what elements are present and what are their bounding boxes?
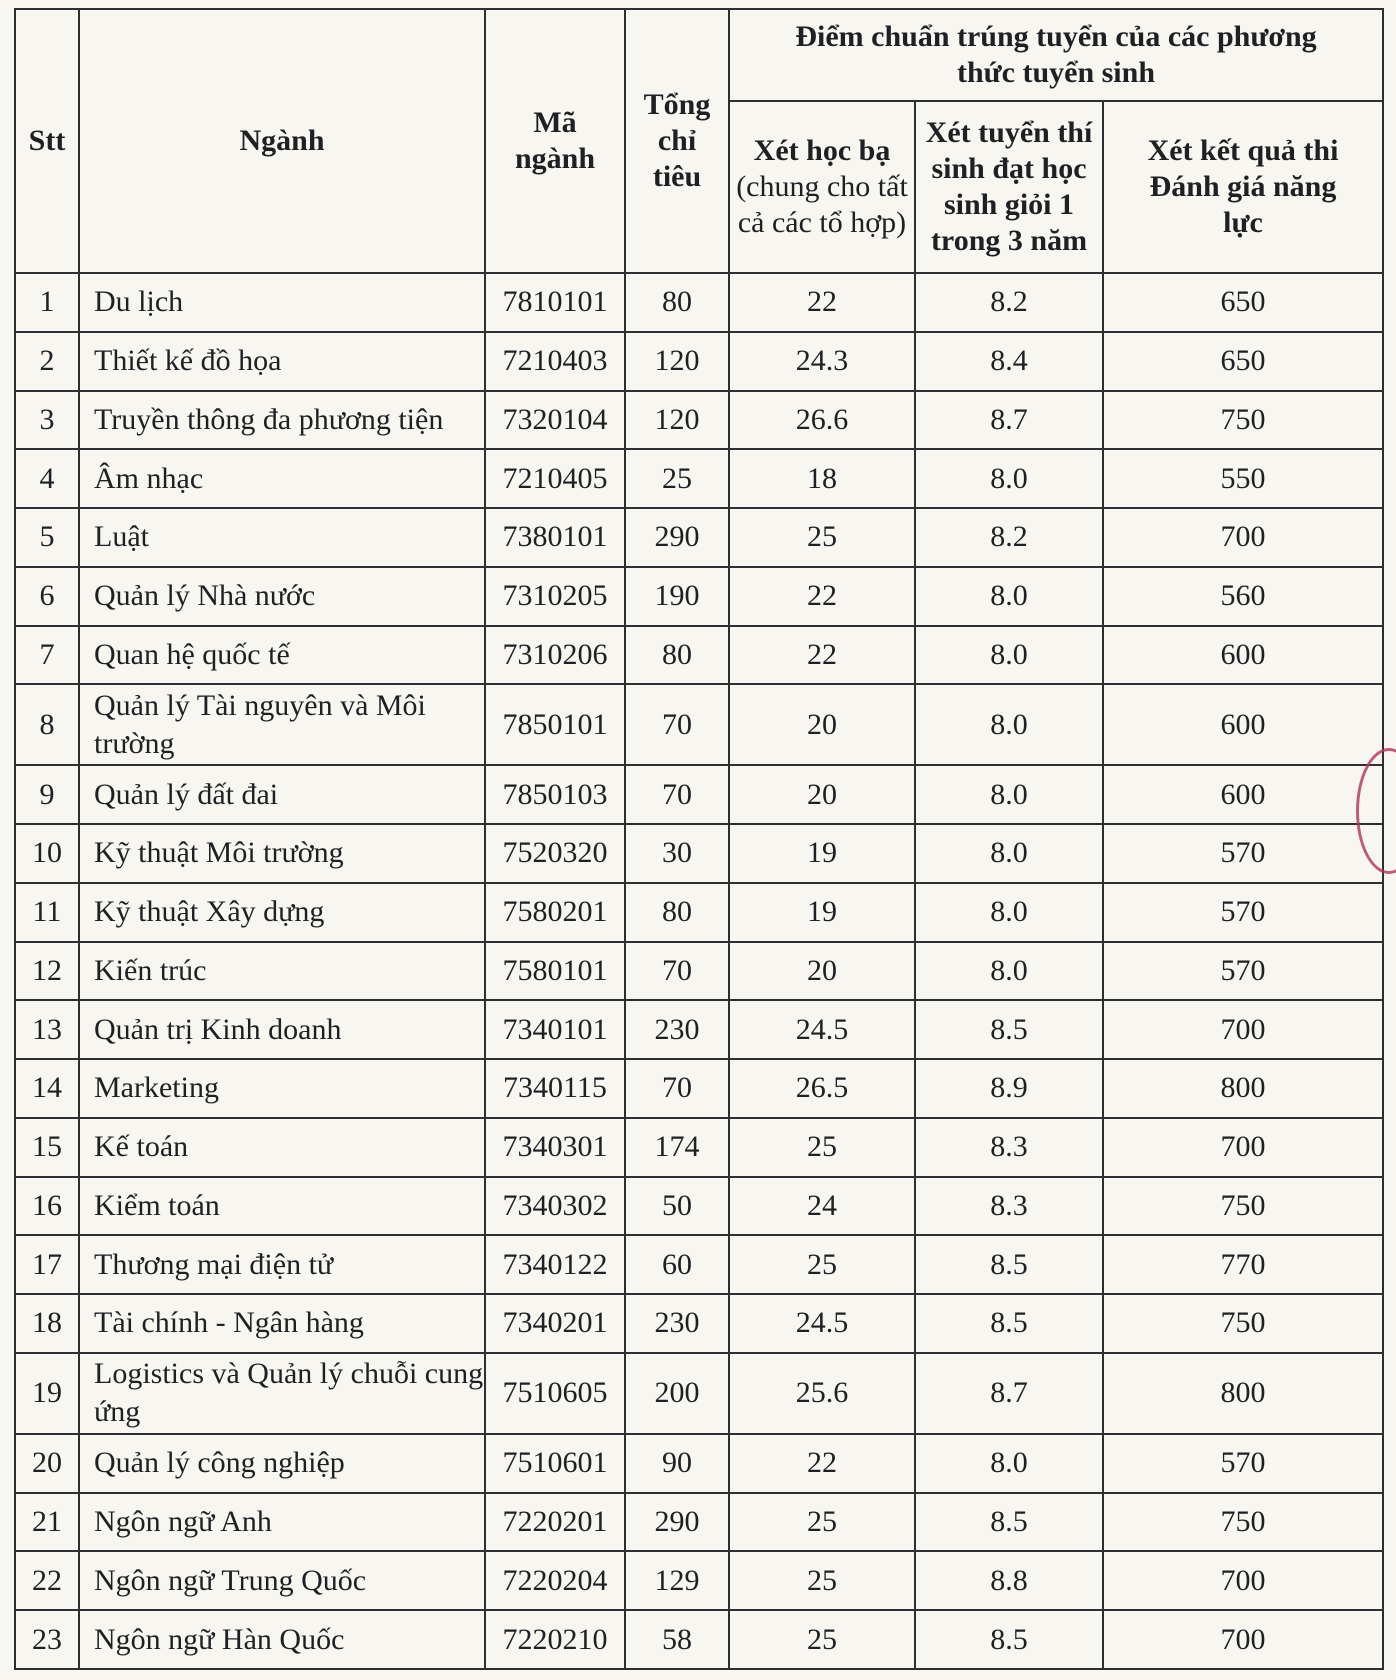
table-row	[15, 1353, 1383, 1434]
cell-chi-tieu: 70	[625, 942, 729, 1001]
cell-ma-nganh: 7340115	[485, 1059, 625, 1118]
cell-hsg: 8.7	[915, 391, 1103, 450]
cell-dgnl: 570	[1103, 1434, 1383, 1493]
table-row	[15, 273, 1383, 332]
cell-stt: 15	[15, 1118, 79, 1177]
cell-hoc-ba: 24.5	[729, 1000, 915, 1059]
cell-hsg: 8.0	[915, 567, 1103, 626]
cell-hoc-ba: 19	[729, 883, 915, 942]
table-row	[15, 1551, 1383, 1610]
cell-ma-nganh: 7310205	[485, 567, 625, 626]
cell-hsg: 8.0	[915, 1434, 1103, 1493]
cell-nganh: Ngôn ngữ Hàn Quốc	[79, 1610, 485, 1669]
cell-dgnl: 700	[1103, 1551, 1383, 1610]
cell-dgnl: 550	[1103, 449, 1383, 508]
cell-nganh: Thiết kế đồ họa	[79, 332, 485, 391]
cell-dgnl: 700	[1103, 508, 1383, 567]
cell-nganh: Quản lý công nghiệp	[79, 1434, 485, 1493]
cell-nganh: Truyền thông đa phương tiện	[79, 391, 485, 450]
cell-hoc-ba: 20	[729, 942, 915, 1001]
cell-ma-nganh: 7340302	[485, 1177, 625, 1236]
cell-chi-tieu: 290	[625, 508, 729, 567]
table-row	[15, 1434, 1383, 1493]
cell-nganh: Kỹ thuật Môi trường	[79, 824, 485, 883]
table-row	[15, 508, 1383, 567]
header-nganh: Ngành	[79, 9, 485, 273]
cell-chi-tieu: 90	[625, 1434, 729, 1493]
header-xet-hoc-ba	[729, 101, 915, 273]
cell-dgnl: 750	[1103, 391, 1383, 450]
cell-hsg: 8.0	[915, 824, 1103, 883]
table-row	[15, 567, 1383, 626]
cell-dgnl: 800	[1103, 1059, 1383, 1118]
header-hsg: Xét tuyển thí sinh đạt học sinh giỏi 1 trong 3 năm	[915, 101, 1103, 273]
cell-chi-tieu: 60	[625, 1235, 729, 1294]
cell-chi-tieu: 80	[625, 883, 729, 942]
cell-hsg: 8.9	[915, 1059, 1103, 1118]
cell-ma-nganh: 7320104	[485, 391, 625, 450]
cell-ma-nganh: 7520320	[485, 824, 625, 883]
header-stt: Stt	[15, 9, 79, 273]
cell-stt: 14	[15, 1059, 79, 1118]
cell-chi-tieu: 80	[625, 273, 729, 332]
cell-chi-tieu: 120	[625, 391, 729, 450]
cell-dgnl: 570	[1103, 942, 1383, 1001]
cell-dgnl: 750	[1103, 1493, 1383, 1552]
cell-hsg: 8.0	[915, 626, 1103, 685]
cell-dgnl: 700	[1103, 1118, 1383, 1177]
cell-chi-tieu: 70	[625, 1059, 729, 1118]
table-row	[15, 1000, 1383, 1059]
cell-stt: 19	[15, 1353, 79, 1434]
cell-dgnl: 600	[1103, 765, 1383, 824]
table-row	[15, 449, 1383, 508]
cell-nganh: Ngôn ngữ Trung Quốc	[79, 1551, 485, 1610]
cell-dgnl: 650	[1103, 273, 1383, 332]
table-row	[15, 1177, 1383, 1236]
cell-hsg: 8.5	[915, 1000, 1103, 1059]
cell-stt: 4	[15, 449, 79, 508]
cell-nganh: Quản lý đất đai	[79, 765, 485, 824]
cell-dgnl: 750	[1103, 1294, 1383, 1353]
cell-hoc-ba: 25	[729, 1551, 915, 1610]
header-tong-chi-tieu: Tổng chỉ tiêu	[625, 9, 729, 273]
cell-ma-nganh: 7340122	[485, 1235, 625, 1294]
cell-chi-tieu: 174	[625, 1118, 729, 1177]
table-row	[15, 883, 1383, 942]
cell-hoc-ba: 25	[729, 508, 915, 567]
table-header	[15, 9, 1383, 273]
cell-hsg: 8.3	[915, 1118, 1103, 1177]
cell-hoc-ba: 24	[729, 1177, 915, 1236]
table-row	[15, 1493, 1383, 1552]
cell-chi-tieu: 80	[625, 626, 729, 685]
cell-chi-tieu: 290	[625, 1493, 729, 1552]
cell-ma-nganh: 7220201	[485, 1493, 625, 1552]
table-body	[15, 273, 1383, 1669]
table-row	[15, 824, 1383, 883]
cell-nganh: Âm nhạc	[79, 449, 485, 508]
cell-hoc-ba: 25	[729, 1493, 915, 1552]
cell-ma-nganh: 7220210	[485, 1610, 625, 1669]
cell-hsg: 8.0	[915, 765, 1103, 824]
cell-stt: 23	[15, 1610, 79, 1669]
cell-nganh: Du lịch	[79, 273, 485, 332]
cell-hoc-ba: 18	[729, 449, 915, 508]
cell-stt: 6	[15, 567, 79, 626]
cell-hoc-ba: 22	[729, 626, 915, 685]
cell-hsg: 8.0	[915, 449, 1103, 508]
cell-hsg: 8.8	[915, 1551, 1103, 1610]
cell-chi-tieu: 70	[625, 684, 729, 765]
cell-ma-nganh: 7850101	[485, 684, 625, 765]
cell-stt: 11	[15, 883, 79, 942]
cell-ma-nganh: 7340201	[485, 1294, 625, 1353]
cell-ma-nganh: 7210405	[485, 449, 625, 508]
cell-stt: 20	[15, 1434, 79, 1493]
cell-stt: 16	[15, 1177, 79, 1236]
cell-chi-tieu: 200	[625, 1353, 729, 1434]
cell-dgnl: 770	[1103, 1235, 1383, 1294]
cell-dgnl: 600	[1103, 626, 1383, 685]
table-row	[15, 1059, 1383, 1118]
cell-stt: 2	[15, 332, 79, 391]
cell-chi-tieu: 230	[625, 1000, 729, 1059]
cell-hsg: 8.4	[915, 332, 1103, 391]
cell-nganh: Quản lý Tài nguyên và Môi trường	[79, 684, 485, 765]
table-row	[15, 765, 1383, 824]
cell-hoc-ba: 25	[729, 1610, 915, 1669]
cell-dgnl: 750	[1103, 1177, 1383, 1236]
cell-hsg: 8.0	[915, 883, 1103, 942]
cell-hoc-ba: 25	[729, 1235, 915, 1294]
cell-stt: 12	[15, 942, 79, 1001]
cell-hoc-ba: 20	[729, 684, 915, 765]
cell-stt: 7	[15, 626, 79, 685]
cell-hoc-ba: 19	[729, 824, 915, 883]
table-row	[15, 942, 1383, 1001]
cell-nganh: Quản trị Kinh doanh	[79, 1000, 485, 1059]
cell-nganh: Kiểm toán	[79, 1177, 485, 1236]
cell-stt: 5	[15, 508, 79, 567]
cell-hsg: 8.5	[915, 1294, 1103, 1353]
cell-dgnl: 700	[1103, 1610, 1383, 1669]
cell-ma-nganh: 7580201	[485, 883, 625, 942]
cell-ma-nganh: 7850103	[485, 765, 625, 824]
cell-stt: 13	[15, 1000, 79, 1059]
table-row	[15, 391, 1383, 450]
cell-dgnl: 700	[1103, 1000, 1383, 1059]
cell-nganh: Kiến trúc	[79, 942, 485, 1001]
cell-ma-nganh: 7810101	[485, 273, 625, 332]
cell-nganh: Kỹ thuật Xây dựng	[79, 883, 485, 942]
cell-dgnl: 560	[1103, 567, 1383, 626]
cell-chi-tieu: 50	[625, 1177, 729, 1236]
cell-dgnl: 600	[1103, 684, 1383, 765]
cell-hoc-ba: 22	[729, 1434, 915, 1493]
cell-nganh: Ngôn ngữ Anh	[79, 1493, 485, 1552]
cell-hsg: 8.5	[915, 1610, 1103, 1669]
cell-ma-nganh: 7210403	[485, 332, 625, 391]
table-row	[15, 626, 1383, 685]
cell-ma-nganh: 7310206	[485, 626, 625, 685]
cell-chi-tieu: 58	[625, 1610, 729, 1669]
cell-dgnl: 800	[1103, 1353, 1383, 1434]
cell-stt: 9	[15, 765, 79, 824]
admission-score-table	[14, 8, 1384, 1670]
cell-nganh: Kế toán	[79, 1118, 485, 1177]
cell-hoc-ba: 25.6	[729, 1353, 915, 1434]
cell-stt: 8	[15, 684, 79, 765]
cell-hsg: 8.5	[915, 1493, 1103, 1552]
cell-stt: 10	[15, 824, 79, 883]
cell-chi-tieu: 25	[625, 449, 729, 508]
cell-chi-tieu: 129	[625, 1551, 729, 1610]
cell-dgnl: 570	[1103, 824, 1383, 883]
table-row	[15, 684, 1383, 765]
cell-stt: 1	[15, 273, 79, 332]
table-row	[15, 1118, 1383, 1177]
cell-ma-nganh: 7510601	[485, 1434, 625, 1493]
cell-ma-nganh: 7380101	[485, 508, 625, 567]
cell-stt: 17	[15, 1235, 79, 1294]
cell-hsg: 8.7	[915, 1353, 1103, 1434]
cell-chi-tieu: 120	[625, 332, 729, 391]
cell-nganh: Quan hệ quốc tế	[79, 626, 485, 685]
cell-chi-tieu: 30	[625, 824, 729, 883]
cell-stt: 18	[15, 1294, 79, 1353]
cell-hsg: 8.5	[915, 1235, 1103, 1294]
cell-dgnl: 570	[1103, 883, 1383, 942]
cell-nganh: Luật	[79, 508, 485, 567]
header-diem-chuan: Điểm chuẩn trúng tuyển của các phương thức tuyển sinh	[729, 9, 1383, 101]
header-ma-nganh: Mã ngành	[485, 9, 625, 273]
cell-hsg: 8.0	[915, 942, 1103, 1001]
table-row	[15, 1294, 1383, 1353]
cell-stt: 21	[15, 1493, 79, 1552]
cell-nganh: Marketing	[79, 1059, 485, 1118]
cell-hoc-ba: 24.3	[729, 332, 915, 391]
cell-nganh: Logistics và Quản lý chuỗi cung ứng	[79, 1353, 485, 1434]
cell-dgnl: 650	[1103, 332, 1383, 391]
cell-chi-tieu: 230	[625, 1294, 729, 1353]
cell-chi-tieu: 190	[625, 567, 729, 626]
cell-hsg: 8.0	[915, 684, 1103, 765]
cell-hsg: 8.2	[915, 508, 1103, 567]
cell-stt: 3	[15, 391, 79, 450]
cell-hoc-ba: 26.6	[729, 391, 915, 450]
table-row	[15, 1235, 1383, 1294]
table-row	[15, 332, 1383, 391]
cell-hsg: 8.2	[915, 273, 1103, 332]
cell-stt: 22	[15, 1551, 79, 1610]
cell-nganh: Thương mại điện tử	[79, 1235, 485, 1294]
cell-hoc-ba: 25	[729, 1118, 915, 1177]
cell-ma-nganh: 7580101	[485, 942, 625, 1001]
table-row	[15, 1610, 1383, 1669]
cell-hoc-ba: 26.5	[729, 1059, 915, 1118]
header-xet-hoc-ba-title: Xét học bạ	[753, 134, 891, 167]
cell-nganh: Tài chính - Ngân hàng	[79, 1294, 485, 1353]
cell-hoc-ba: 24.5	[729, 1294, 915, 1353]
cell-hoc-ba: 20	[729, 765, 915, 824]
header-dgnl: Xét kết quả thi Đánh giá năng lực	[1103, 101, 1383, 273]
cell-nganh: Quản lý Nhà nước	[79, 567, 485, 626]
cell-chi-tieu: 70	[625, 765, 729, 824]
cell-ma-nganh: 7340301	[485, 1118, 625, 1177]
cell-hsg: 8.3	[915, 1177, 1103, 1236]
cell-ma-nganh: 7510605	[485, 1353, 625, 1434]
cell-ma-nganh: 7220204	[485, 1551, 625, 1610]
cell-hoc-ba: 22	[729, 567, 915, 626]
header-xet-hoc-ba-note: (chung cho tất cả các tổ hợp)	[736, 170, 908, 239]
cell-hoc-ba: 22	[729, 273, 915, 332]
cell-ma-nganh: 7340101	[485, 1000, 625, 1059]
